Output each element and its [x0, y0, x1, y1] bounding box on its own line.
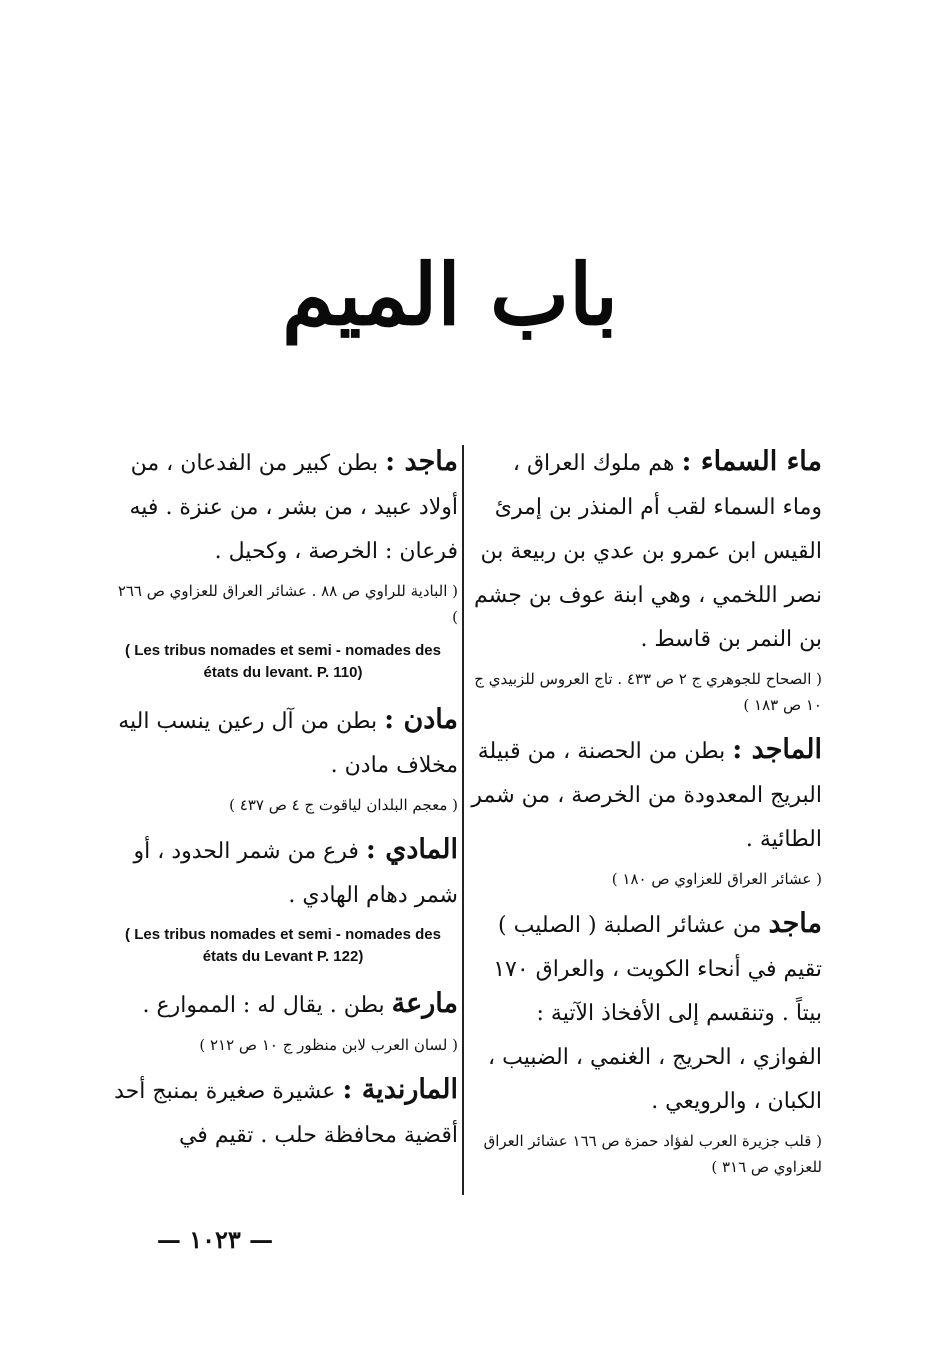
entry-mariah	[108, 982, 458, 1058]
entry-paragraph	[470, 902, 822, 1124]
entry-text: من عشائر الصلبة ( الصليب ) تقيم في أنحاء الكويت ، والعراق ١٧٠ بيتاً . وتنقسم إلى الأفخاذ الآتية : الفوازي ، الحريج ، الغنمي ، الضبيب ، الكبان ، والرويعي .	[488, 913, 822, 1114]
entry-paragraph	[470, 440, 822, 662]
entry-text: عشيرة صغيرة بمنبج أحد أقضية محافظة حلب . تقيم في	[114, 1079, 458, 1148]
entry-reference: ( عشائر العراق للعزاوي ص ١٨٠ )	[611, 870, 822, 888]
entry-heading: ماجد :	[385, 446, 458, 477]
entry-text: فرع من شمر الحدود ، أو شمر دهام الهادي .	[133, 839, 458, 908]
entry-heading: ماجد	[768, 908, 822, 939]
entry-text: هم ملوك العراق ، وماء السماء لقب أم المنذر بن إمرئ القيس ابن عمرو بن عدي بن ربيعة بن نصر اللخمي ، وهي ابنة عوف بن جشم بن النمر بن قاسط .	[473, 451, 822, 652]
latin-reference: ( Les tribus nomades et semi - nomades des états du Levant P. 122)	[125, 926, 441, 965]
entry-almajid	[470, 728, 822, 892]
entry-almarandiyya	[108, 1068, 458, 1158]
right-column	[470, 440, 822, 1190]
entry-maa-alsamaa	[470, 440, 822, 718]
entry-text: بطن من آل رعين ينسب اليه مخلاف مادن .	[118, 709, 458, 778]
entry-reference: ( الصحاح للجوهري ج ٢ ص ٤٣٣ . تاج العروس للزبيدي ج ١٠ ص ١٨٣ )	[474, 670, 822, 714]
latin-reference: ( Les tribus nomades et semi - nomades des états du levant. P. 110)	[125, 642, 441, 681]
chapter-title: باب الميم	[281, 245, 619, 344]
entry-paragraph	[108, 1068, 458, 1158]
entry-paragraph	[108, 982, 458, 1028]
entry-heading: المادي :	[365, 834, 458, 865]
entry-reference: ( معجم البلدان لياقوت ج ٤ ص ٤٣٧ )	[229, 796, 458, 814]
entry-heading: ماء السماء :	[681, 446, 822, 477]
entry-madin	[108, 698, 458, 818]
entry-reference: ( لسان العرب لابن منظور ج ١٠ ص ٢١٢ )	[199, 1036, 458, 1054]
entry-text: بطن من الحصنة ، من قبيلة البريج المعدودة من الخرصة ، من شمر الطائية .	[471, 739, 822, 852]
entry-heading: مارعة	[391, 988, 458, 1019]
entry-heading: المارندية :	[342, 1074, 458, 1105]
entry-reference: ( قلب جزيرة العرب لفؤاد حمزة ص ١٦٦ عشائر العراق للعزاوي ص ٣١٦ )	[483, 1132, 822, 1176]
entry-almadi	[108, 828, 458, 968]
entry-majid-sulaba	[470, 902, 822, 1180]
entry-text: بطن كبير من الفدعان ، من أولاد عبيد ، من بشر ، من عنزة . فيه فرعان : الخرصة ، وكحيل .	[129, 451, 458, 564]
entry-majid-fadan	[108, 440, 458, 684]
entry-reference: ( البادية للراوي ص ٨٨ . عشائر العراق للعزاوي ص ٢٦٦ )	[117, 582, 458, 626]
entry-paragraph	[108, 698, 458, 788]
page-number: — ١٠٢٣ —	[156, 1225, 274, 1254]
entry-paragraph	[108, 828, 458, 918]
entry-heading: الماجد :	[732, 734, 822, 765]
entry-paragraph	[470, 728, 822, 862]
entry-heading: مادن :	[384, 704, 458, 735]
entry-text: بطن . يقال له : المموارع .	[142, 993, 385, 1018]
left-column	[108, 440, 458, 1166]
entry-paragraph	[108, 440, 458, 574]
column-divider	[462, 445, 464, 1195]
